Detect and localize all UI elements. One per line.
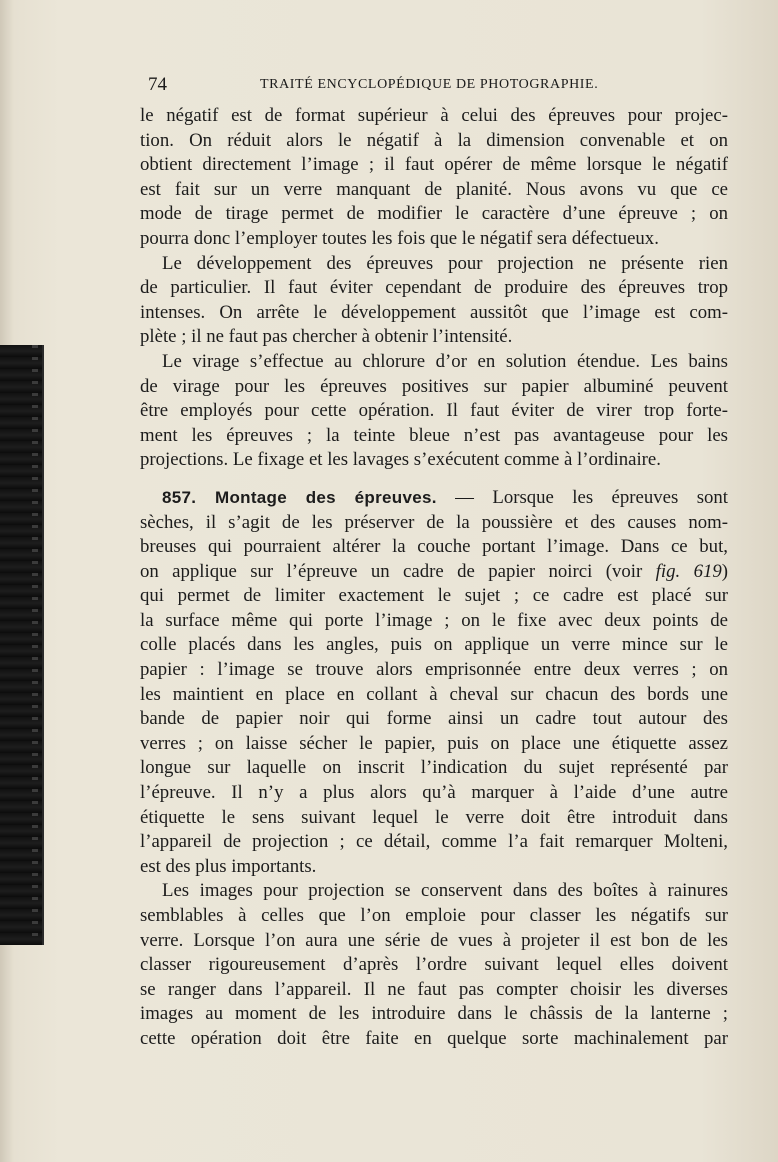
text-line: bande de papier noir qui forme ainsi un cadre tout autour des (140, 708, 728, 730)
text-line: Le développement des épreuves pour projection ne présente rien (162, 252, 728, 274)
text-line: l’appareil de projection ; ce détail, comme l’a fait remarquer Molteni, (140, 831, 728, 853)
text-line: longue sur laquelle on inscrit l’indication du sujet représenté par (140, 757, 728, 779)
text-line: le négatif est de format supérieur à celui des épreuves pour projec- (140, 105, 728, 126)
text-line: images au moment de les introduire dans le châssis de la lanterne ; (140, 1003, 728, 1025)
text-line: tion. On réduit alors le négatif à la dimension convenable et on (140, 129, 728, 151)
binding-strip (0, 345, 44, 945)
text-line: qui permet de limiter exactement le sujet ; ce cadre est placé sur (140, 585, 728, 607)
text-line: pourra donc l’employer toutes les fois que le négatif sera défectueux. (140, 227, 659, 249)
paragraph-2 (140, 252, 728, 350)
running-title: TRAITÉ ENCYCLOPÉDIQUE DE PHOTOGRAPHIE. (260, 77, 599, 92)
text-line: Le virage s’effectue au chlorure d’or en solution étendue. Les bains (162, 350, 728, 372)
section-gap (140, 473, 728, 486)
paragraph-5 (140, 879, 728, 1051)
page-number: 74 (148, 74, 167, 95)
paragraph-1 (140, 104, 728, 252)
text-line: l’épreuve. Il n’y a plus alors qu’à marquer à l’aide d’une autre (140, 782, 728, 804)
text-line: mode de tirage permet de modifier le caractère d’une épreuve ; on (140, 203, 728, 225)
text-line: intenses. On arrête le développement aussitôt que l’image est com- (140, 301, 728, 323)
text-line: colle placés dans les angles, puis on applique un verre mince sur le (140, 634, 728, 656)
section-first-line (140, 486, 728, 511)
text-line: verres ; on laisse sécher le papier, puis on place une étiquette assez (140, 732, 728, 754)
text-line: Les images pour projection se conservent dans des boîtes à rainures (162, 880, 728, 902)
text-line: est fait sur un verre manquant de planité. Nous avons vu que ce (140, 178, 728, 200)
text-line: sèches, il s’agit de les préserver de la poussière et des causes nom- (140, 511, 728, 533)
text-line: est des plus importants. (140, 855, 317, 877)
text-line: se ranger dans l’appareil. Il ne faut pas compter choisir les diverses (140, 978, 728, 1000)
heading-dash: — (436, 486, 493, 508)
text-line: classer rigoureusement d’après l’ordre suivant lequel elles doivent (140, 954, 728, 976)
text-line: papier : l’image se trouve alors emprisonnée entre deux verres ; on (140, 659, 728, 681)
text-line: étiquette le sens suivant lequel le verre doit être introduit dans (140, 806, 728, 828)
text-line: de virage pour les épreuves positives sur papier albuminé peuvent (140, 375, 728, 397)
text-line: être employés pour cette opération. Il faut éviter de virer trop forte- (140, 400, 728, 422)
text-fragment: on applique sur l’épreuve un cadre de papier noirci (voir (140, 560, 643, 582)
text-line: projections. Le fixage et les lavages s’exécutent comme à l’ordinaire. (140, 449, 661, 471)
paragraph-3 (140, 350, 728, 473)
text-line: breuses qui pourraient altérer la couche portant l’image. Dans ce but, (140, 536, 728, 558)
section-heading: 857. Montage des épreuves. (162, 487, 437, 507)
text-fragment: Lorsque les épreuves sont (492, 486, 729, 508)
body-text (140, 104, 728, 1052)
page-header (148, 74, 728, 98)
text-line: semblables à celles que l’on emploie pour classer les négatifs sur (140, 905, 728, 926)
text-line: ment les épreuves ; la teinte bleue n’est pas avantageuse pour les (140, 424, 728, 446)
text-line-with-figure-ref (140, 560, 728, 585)
text-line: la surface même qui porte l’image ; on le fixe avec deux points de (140, 609, 728, 631)
text-line: obtient directement l’image ; il faut opérer de même lorsque le négatif (140, 154, 728, 176)
text-line: de particulier. Il faut éviter cependant de produire des épreuves trop (140, 277, 728, 299)
text-line: verre. Lorsque l’on aura une série de vues à projeter il est bon de les (140, 929, 728, 951)
text-fragment: ) (721, 560, 729, 582)
figure-reference: fig. 619 (655, 560, 722, 582)
text-line: cette opération doit être faite en quelque sorte machinalement par (140, 1027, 728, 1049)
text-line: plète ; il ne faut pas chercher à obtenir l’intensité. (140, 326, 513, 348)
section-857 (140, 486, 728, 880)
text-line: les maintient en place en collant à cheval sur chacun des bords une (140, 683, 728, 705)
